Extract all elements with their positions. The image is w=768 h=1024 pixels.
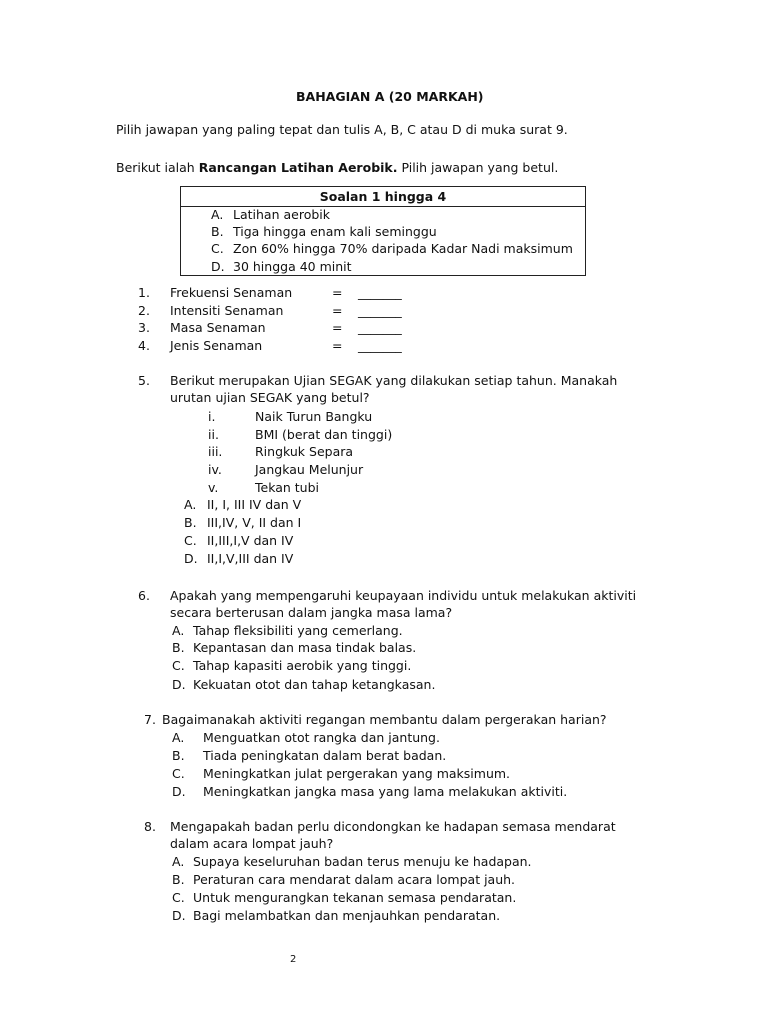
equals-sign: = bbox=[332, 303, 343, 318]
section-title: BAHAGIAN A (20 MARKAH) bbox=[296, 89, 484, 104]
option-letter: A. bbox=[172, 730, 185, 745]
roman-numeral: ii. bbox=[208, 427, 219, 442]
question-number: 4. bbox=[138, 338, 150, 353]
option-text: Meningkatkan jangka masa yang lama melakukan aktiviti. bbox=[203, 784, 568, 799]
option-letter: C. bbox=[172, 890, 185, 905]
option-letter: C. bbox=[172, 658, 185, 673]
option-letter: A. bbox=[172, 623, 185, 638]
option-text: Tahap kapasiti aerobik yang tinggi. bbox=[193, 658, 412, 673]
option-letter: B. bbox=[184, 515, 197, 530]
box-option-text: 30 hingga 40 minit bbox=[233, 259, 352, 274]
option-letter: D. bbox=[172, 908, 186, 923]
question-label: Frekuensi Senaman bbox=[170, 285, 293, 300]
question-text: secara berterusan dalam jangka masa lama? bbox=[170, 605, 453, 620]
option-text: Supaya keseluruhan badan terus menuju ke hadapan. bbox=[193, 854, 532, 869]
question-text: Berikut merupakan Ujian SEGAK yang dilakukan setiap tahun. Manakah bbox=[170, 373, 618, 388]
box-option-letter: C. bbox=[211, 241, 224, 256]
question-number: 7. bbox=[144, 712, 156, 727]
answer-blank: _______ bbox=[358, 338, 402, 353]
box-option-text: Zon 60% hingga 70% daripada Kadar Nadi maksimum bbox=[233, 241, 573, 256]
roman-numeral: iii. bbox=[208, 444, 223, 459]
option-letter: C. bbox=[184, 533, 197, 548]
option-text: Meningkatkan julat pergerakan yang maksimum. bbox=[203, 766, 511, 781]
question-text: Bagaimanakah aktiviti regangan membantu dalam pergerakan harian? bbox=[162, 712, 607, 727]
roman-numeral: iv. bbox=[208, 462, 222, 477]
box-option-letter: A. bbox=[211, 207, 224, 222]
option-letter: B. bbox=[172, 640, 185, 655]
option-text: II, I, III IV dan V bbox=[207, 497, 302, 512]
question-number: 5. bbox=[138, 373, 150, 388]
question-text: Mengapakah badan perlu dicondongkan ke hadapan semasa mendarat bbox=[170, 819, 616, 834]
question-text: dalam acara lompat jauh? bbox=[170, 836, 334, 851]
option-text: Peraturan cara mendarat dalam acara lompat jauh. bbox=[193, 872, 516, 887]
equals-sign: = bbox=[332, 285, 343, 300]
instruction-text: Pilih jawapan yang paling tepat dan tulis A, B, C atau D di muka surat 9. bbox=[116, 122, 568, 137]
question-label: Masa Senaman bbox=[170, 320, 266, 335]
intro-suffix: Pilih jawapan yang betul. bbox=[397, 160, 559, 175]
option-letter: A. bbox=[172, 854, 185, 869]
question-number: 3. bbox=[138, 320, 150, 335]
answer-blank: _______ bbox=[358, 320, 402, 335]
option-text: II,III,I,V dan IV bbox=[207, 533, 294, 548]
question-number: 8. bbox=[144, 819, 156, 834]
roman-numeral: v. bbox=[208, 480, 219, 495]
question-text: urutan ujian SEGAK yang betul? bbox=[170, 390, 370, 405]
intro-text bbox=[116, 159, 558, 176]
page-number: 2 bbox=[290, 954, 297, 965]
option-letter: A. bbox=[184, 497, 197, 512]
box-option-letter: D. bbox=[211, 259, 225, 274]
roman-item-text: BMI (berat dan tinggi) bbox=[255, 427, 393, 442]
answer-blank: _______ bbox=[358, 303, 402, 318]
option-text: Menguatkan otot rangka dan jantung. bbox=[203, 730, 440, 745]
option-letter: B. bbox=[172, 748, 185, 763]
option-letter: D. bbox=[184, 551, 198, 566]
option-letter: D. bbox=[172, 784, 186, 799]
equals-sign: = bbox=[332, 338, 343, 353]
question-label: Jenis Senaman bbox=[170, 338, 263, 353]
option-text: Tahap fleksibiliti yang cemerlang. bbox=[193, 623, 403, 638]
option-letter: B. bbox=[172, 872, 185, 887]
option-text: Kepantasan dan masa tindak balas. bbox=[193, 640, 417, 655]
option-text: II,I,V,III dan IV bbox=[207, 551, 294, 566]
roman-item-text: Ringkuk Separa bbox=[255, 444, 354, 459]
options-box-title: Soalan 1 hingga 4 bbox=[181, 187, 585, 207]
question-number: 6. bbox=[138, 588, 150, 603]
roman-item-text: Tekan tubi bbox=[255, 480, 320, 495]
roman-item-text: Naik Turun Bangku bbox=[255, 409, 373, 424]
roman-item-text: Jangkau Melunjur bbox=[255, 462, 364, 477]
option-text: III,IV, V, II dan I bbox=[207, 515, 302, 530]
intro-bold: Rancangan Latihan Aerobik. bbox=[198, 160, 398, 175]
option-text: Untuk mengurangkan tekanan semasa pendaratan. bbox=[193, 890, 517, 905]
option-letter: C. bbox=[172, 766, 185, 781]
option-text: Kekuatan otot dan tahap ketangkasan. bbox=[193, 677, 436, 692]
question-number: 1. bbox=[138, 285, 150, 300]
options-box bbox=[180, 186, 586, 276]
box-option-text: Tiga hingga enam kali seminggu bbox=[233, 224, 437, 239]
equals-sign: = bbox=[332, 320, 343, 335]
option-text: Bagi melambatkan dan menjauhkan pendaratan. bbox=[193, 908, 501, 923]
question-number: 2. bbox=[138, 303, 150, 318]
question-label: Intensiti Senaman bbox=[170, 303, 284, 318]
answer-blank: _______ bbox=[358, 285, 402, 300]
roman-numeral: i. bbox=[208, 409, 216, 424]
option-text: Tiada peningkatan dalam berat badan. bbox=[203, 748, 447, 763]
box-option-letter: B. bbox=[211, 224, 224, 239]
option-letter: D. bbox=[172, 677, 186, 692]
box-option-text: Latihan aerobik bbox=[233, 207, 330, 222]
question-text: Apakah yang mempengaruhi keupayaan individu untuk melakukan aktiviti bbox=[170, 588, 637, 603]
intro-prefix: Berikut ialah bbox=[116, 160, 199, 175]
